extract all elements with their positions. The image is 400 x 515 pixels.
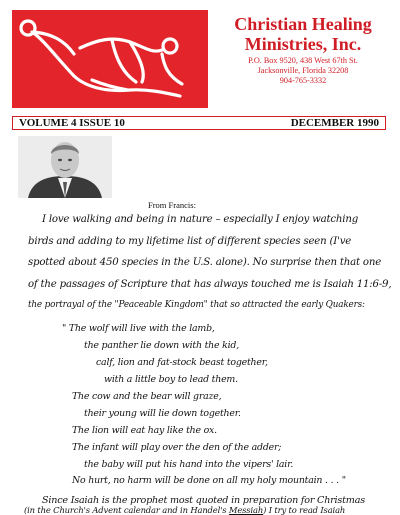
from-label: From Francis: bbox=[148, 200, 196, 210]
newsletter-masthead bbox=[12, 116, 386, 130]
quote-line: the baby will put his hand into the vipers' lair. bbox=[84, 459, 294, 470]
organization-header bbox=[215, 14, 391, 86]
quote-line: their young will lie down together. bbox=[84, 408, 241, 419]
org-name-line1: Christian Healing bbox=[234, 14, 372, 34]
letter-line: the portrayal of the "Peaceable Kingdom" that so attracted the early Quakers: bbox=[28, 300, 365, 310]
letter-line: spotted about 450 species in the U.S. alone). No surprise then that one bbox=[28, 257, 382, 268]
quote-line: with a little boy to lead them. bbox=[104, 374, 238, 385]
healing-figures-logo-icon bbox=[12, 10, 208, 108]
org-address-line2: Jacksonville, Florida 32208 bbox=[257, 66, 349, 75]
author-photo bbox=[18, 136, 112, 198]
letter-line: birds and adding to my lifetime list of different species seen (I've bbox=[28, 236, 352, 247]
quote-line: The cow and the bear will graze, bbox=[72, 391, 222, 402]
quote-line: The lion will eat hay like the ox. bbox=[72, 425, 217, 436]
quote-line: " The wolf will live with the lamb, bbox=[62, 323, 215, 334]
closing-part-c: ) I try to read Isaiah bbox=[263, 505, 346, 515]
letter-line: of the passages of Scripture that has always touched me is Isaiah 11:6-9, bbox=[28, 279, 392, 290]
volume-issue: VOLUME 4 ISSUE 10 bbox=[19, 117, 125, 129]
org-name-line2: Ministries, Inc. bbox=[244, 34, 362, 54]
quote-line: the panther lie down with the kid, bbox=[84, 340, 239, 351]
quote-line: The infant will play over the den of the adder; bbox=[72, 442, 282, 453]
letter-closing-line-2-visible bbox=[24, 506, 345, 515]
org-phone: 904-765-3332 bbox=[279, 76, 327, 85]
letter-line: I love walking and being in nature – especially I enjoy watching bbox=[42, 214, 359, 225]
issue-date: DECEMBER 1990 bbox=[290, 117, 379, 129]
quote-line: calf, lion and fat-stock beast together, bbox=[96, 357, 268, 368]
messiah-underlined: Messiah bbox=[228, 505, 264, 515]
closing-part-a: (in the Church's Advent calendar and in Handel's bbox=[24, 505, 229, 515]
org-address-line1: P.O. Box 9520, 438 West 67th St. bbox=[248, 56, 358, 65]
logo bbox=[12, 10, 208, 108]
portrait-image bbox=[18, 136, 112, 198]
letter-closing-line: Since Isaiah is the prophet most quoted in preparation for Christmas bbox=[42, 495, 365, 506]
quote-line: No hurt, no harm will be done on all my holy mountain . . . " bbox=[72, 475, 346, 486]
